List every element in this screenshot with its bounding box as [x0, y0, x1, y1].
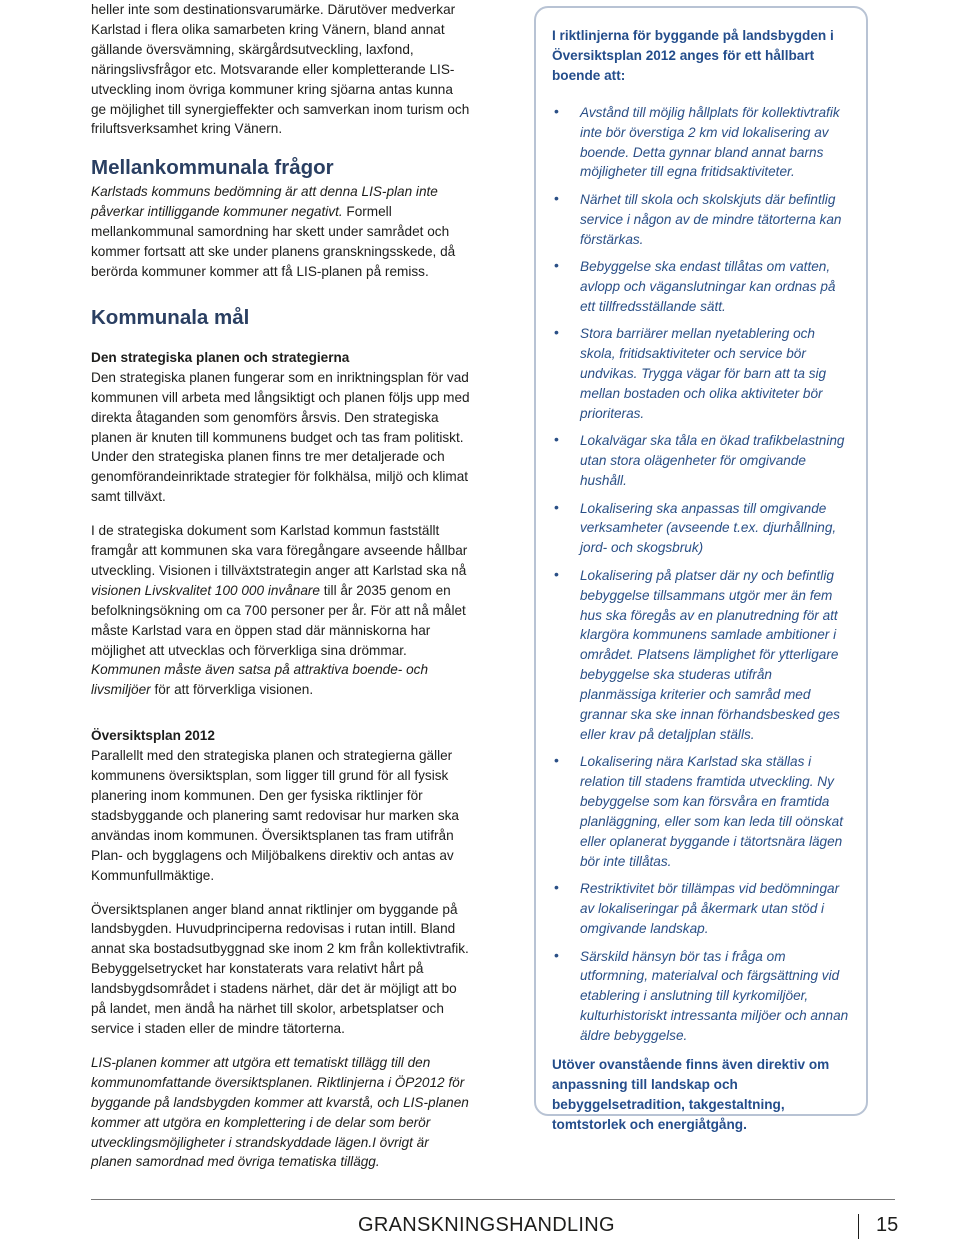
guideline-text: Stora barriärer mellan nyetablering och skola, fritidsaktiviteter och service bör undvikas. Trygga vägar för barn att ta sig mellan bostaden och olika aktiviteter bör prioriteras.	[580, 326, 827, 421]
bullet-icon: •	[554, 102, 559, 119]
guideline-text: Närhet till skola och skolskjuts där befintlig service i någon av de mindre tätorterna kan förstärkas.	[580, 191, 842, 247]
guideline-item	[552, 499, 852, 559]
footer-divider	[91, 1199, 895, 1200]
heading-mellankommunala: Mellankommunala frågor	[91, 156, 334, 180]
oversiktsplan-paragraph-2: Översiktsplanen anger bland annat riktlinjer om byggande på landsbygden. Huvudprinciperna redovisas i rutan intill. Bland annat ska bostadsutbyggnad ske inom 2 km från kollektivtrafik. Bebyggelsetrycket har konstaterats vara relativt hårt på landsbygdsområdet i stadens närhet, där det är möjligt att bo på landet, men ändå ha närhet till skolor, arbetsplatser och service i staden eller de mindre tätorterna.	[91, 901, 469, 1036]
vision-text-e: för att förverkliga visionen.	[150, 682, 314, 698]
oversiktsplan-paragraph-1: Parallellt med den strategiska planen och strategierna gäller kommunens översiktsplan, som ligger till grund för all fysisk planering inom kommunen. Den ger fysiska riktlinjer för stadsbyggande och planering samt redovisar hur marken ska användas inom kommunen. Översiktsplanen tas fram utifrån Plan- och bygglagens och Miljöbalkens direktiv och antas av Kommunfullmäktige.	[91, 748, 459, 883]
document-status: GRANSKNINGSHANDLING	[358, 1214, 615, 1236]
guideline-text: Bebyggelse ska endast tillåtas om vatten, avlopp och väganslutningar kan ordnas på ett tillfredsställande sätt.	[580, 259, 836, 314]
vision-statement: Kommunen måste även satsa på attraktiva boende- och livsmiljöer	[91, 662, 429, 698]
heading-oversiktsplan: Översiktsplan 2012	[91, 728, 215, 744]
bullet-icon: •	[554, 431, 559, 448]
heading-kommunala-mal: Kommunala mål	[91, 305, 250, 329]
lis-plan-paragraph: LIS-planen kommer att utgöra ett tematiskt tillägg till den kommunomfattande översiktsplanen. Riktlinjerna i ÖP2012 för byggande på landsbygden kommer att kvarstå, och LIS-planen kommer att utgöra en komplettering i de delar som berör utvecklingsmöjligheter i strandskyddade lägen.I övrigt är planen samordnad med övriga tematiska tillägg.	[91, 1054, 469, 1170]
bullet-icon: •	[554, 752, 559, 769]
page-number: 15	[876, 1214, 899, 1236]
guideline-item	[552, 190, 852, 250]
bullet-icon: •	[554, 879, 559, 896]
guideline-item	[552, 752, 852, 871]
vision-text-c: till år 2035 genom en befolkningsökning om ca 700 personer per år. För att nå målet måste Karlstad vara en öppen stad där människorna har möjlighet att utvecklas och förverkliga sina drömmar.	[91, 582, 466, 658]
bullet-icon: •	[554, 189, 559, 206]
guideline-text: Avstånd till möjlig hållplats för kollektivtrafik inte bör överstiga 2 km vid lokalisering av boende. Detta gynnar bland annat barns möjligheter till egna fritidsaktiviteter.	[580, 104, 840, 180]
guideline-item	[552, 566, 852, 745]
mellankommunala-text: Formell mellankommunal samordning har skett under samrådet och kommer fortsatt att ske under planens granskningsskede, då berörda kommuner kommer att få LIS-planen på remiss.	[91, 204, 456, 279]
guideline-text: Restriktivitet bör tillämpas vid bedömningar av lokaliseringar på åkermark utan stöd i omgivande landskap.	[580, 881, 840, 937]
guideline-item	[552, 431, 852, 491]
guidelines-content	[552, 26, 852, 1148]
guideline-text: Lokalisering nära Karlstad ska ställas i relation till stadens framtida utveckling. Ny bebyggelse som kan försvåra en framtida planläggning, eller som kan leda till oönskat eller oplanerat byggande i tätortsnära lägen bör inte tillåtas.	[580, 754, 843, 869]
bullet-icon: •	[554, 498, 559, 515]
guideline-item	[552, 879, 852, 939]
left-column	[91, 0, 471, 1172]
strategiska-paragraph: Den strategiska planen fungerar som en inriktningsplan för vad kommunen vill arbeta med långsiktigt och planen följs upp med direkta åtaganden som genomförs årsvis. Den strategiska planen är knuten till kommunens budget och tas fram politiskt. Under den strategiska planen finns tre mer detaljerade och genomförandeinriktade strategier för folkhälsa, miljö och klimat samt tillväxt.	[91, 369, 470, 505]
guideline-item	[552, 324, 852, 424]
vision-paragraph	[91, 521, 471, 700]
guideline-text: Lokalisering ska anpassas till omgivande verksamheter (avseende t.ex. djurhållning, jord- och skogsbruk)	[580, 500, 837, 556]
guideline-item	[552, 103, 852, 183]
guideline-text: Särskild hänsyn bör tas i fråga om utformning, materialval och färgsättning vid etablering i anslutning till kyrkomiljöer, kulturhistoriskt intressanta miljöer och annan äldre bebyggelse.	[580, 948, 849, 1044]
guideline-item	[552, 947, 852, 1047]
guideline-text: Lokalvägar ska tåla en ökad trafikbelastning utan stora olägenheter för omgivande hushåll.	[580, 433, 845, 489]
guidelines-footer: Utöver ovanstående finns även direktiv om anpassning till landskap och bebyggelsetradition, takgestaltning, tomtstorlek och energiåtgång.	[552, 1057, 830, 1132]
bullet-icon: •	[554, 565, 559, 582]
guidelines-heading: I riktlinjerna för byggande på landsbygden i Översiktsplan 2012 anges för ett hållbart boende att:	[552, 28, 834, 83]
guideline-text: Lokalisering på platser där ny och befintlig bebyggelse tillsammans utgör mer än fem hus ska föregås av en planutredning för att klargöra kommunens samlade ambitioner i området. Platsens lämplighet för ytterligare bebyggelse ska studeras utifrån planmässiga kriterier och samråd med grannar ska ske innan förhandsbesked ges eller krav på detaljplan ställs.	[580, 567, 840, 742]
bullet-icon: •	[554, 946, 559, 963]
guidelines-list	[552, 103, 852, 1046]
footer-separator	[858, 1214, 859, 1239]
heading-strategiska-planen: Den strategiska planen och strategierna	[91, 349, 350, 365]
mellankommunala-paragraph	[91, 182, 471, 282]
guideline-item	[552, 257, 852, 317]
intro-paragraph: heller inte som destinationsvarumärke. Därutöver medverkar Karlstad i flera olika samarbeten kring Vänern, bland annat gällande översvämning, skärgårdsutveckling, laxfond, näringslivsfrågor etc. Motsvarande eller kompletterande LIS-utveckling inom övriga kommuner kring sjöarna antas kunna ge möjlighet till synergieffekter och samverkan inom turism och friluftsverksamhet kring Vänern.	[91, 2, 470, 137]
vision-text-a: I de strategiska dokument som Karlstad kommun fastställt framgår att kommunen ska vara föregångare avseende hållbar utveckling. Visionen i tillväxtstrategin anger att Karlstad ska nå	[91, 523, 468, 578]
vision-name: visionen Livskvalitet 100 000 invånare	[91, 582, 320, 598]
bullet-icon: •	[554, 324, 559, 341]
mellankommunala-assessment: Karlstads kommuns bedömning är att denna LIS-plan inte påverkar intilliggande kommuner negativt.	[91, 184, 438, 220]
bullet-icon: •	[554, 257, 559, 274]
